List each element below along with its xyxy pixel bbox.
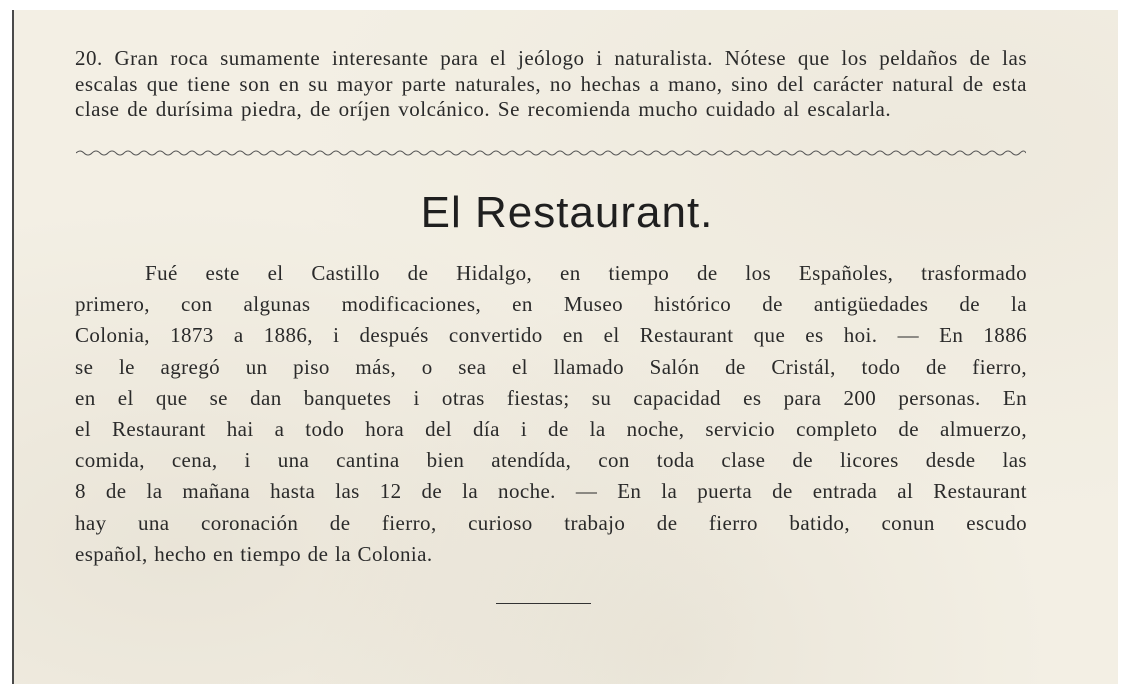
body-line: se le agregó un piso más, o sea el llamado Salón de Cristál, todo de fierro, (75, 354, 1027, 379)
caption-note: 20. Gran roca sumamente interesante para el jeólogo i naturalista. Nótese que los peldaños de las escalas que tiene son en su mayor parte naturales, no hechas a mano, sino del carácter natural de esta clase de durísima piedra, de oríjen volcánico. Se recomienda mucho cuidado al escalarla. (75, 46, 1027, 121)
body-line: español, hecho en tiempo de la Colonia. (75, 541, 433, 566)
body-line: 8 de la mañana hasta las 12 de la noche. — En la puerta de entrada al Restaurant (75, 479, 1027, 504)
body-line: primero, con algunas modificaciones, en Museo histórico de antigüedades de la (75, 292, 1027, 317)
body-line: Fué este el Castillo de Hidalgo, en tiempo de los Españoles, trasformado (145, 261, 1027, 285)
section-title: El Restaurant. (420, 188, 714, 237)
closing-rule (496, 603, 591, 604)
body-line: el Restaurant hai a todo hora del día i de la noche, servicio completo de almuerzo, (75, 416, 1027, 441)
wavy-divider (76, 148, 1026, 158)
body-paragraph (75, 258, 1027, 570)
postcard-back (12, 10, 1118, 684)
body-line: comida, cena, i una cantina bien atendída, con toda clase de licores desde las (75, 448, 1027, 473)
body-line: hay una coronación de fierro, curioso trabajo de fierro batido, conun escudo (75, 510, 1027, 535)
body-line: en el que se dan banquetes i otras fiestas; su capacidad es para 200 personas. En (75, 385, 1027, 410)
body-line: Colonia, 1873 a 1886, i después convertido en el Restaurant que es hoi. — En 1886 (75, 323, 1027, 348)
